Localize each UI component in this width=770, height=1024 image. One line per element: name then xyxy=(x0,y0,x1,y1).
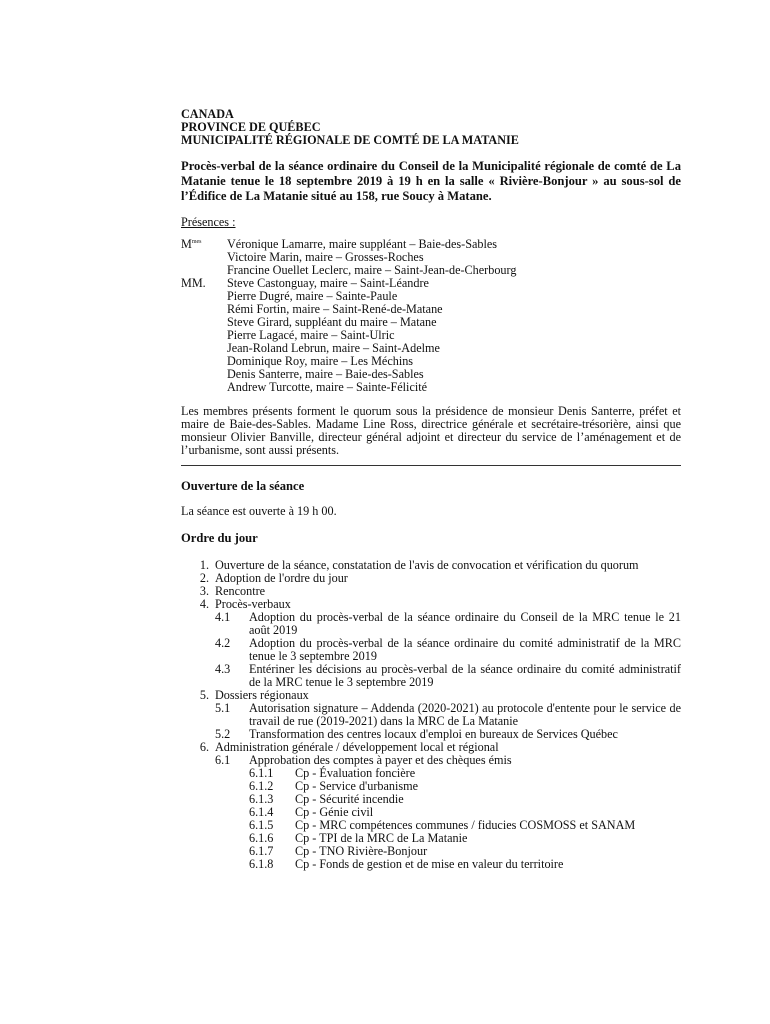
header-country: CANADA xyxy=(181,107,234,121)
agenda-item-text: Ouverture de la séance, constatation de l'avis de convocation et vérification du quorum xyxy=(215,558,639,572)
presence-entry: Jean-Roland Lebrun, maire – Saint-Adelme xyxy=(227,341,440,355)
presence-entry: Rémi Fortin, maire – Saint-René-de-Matane xyxy=(227,302,443,316)
presence-entry: Pierre Dugré, maire – Sainte-Paule xyxy=(227,289,398,303)
agenda-item xyxy=(181,663,681,689)
document-page xyxy=(181,108,681,871)
agenda-item-number: 1. xyxy=(199,558,209,572)
agenda-item-text: Entériner les décisions au procès-verbal de la séance ordinaire du comité administratif de la MRC tenue le 3 septembre 2019 xyxy=(249,662,681,689)
agenda-item-number: 4.2 xyxy=(215,636,231,650)
presence-entry: Steve Girard, suppléant du maire – Matane xyxy=(227,315,437,329)
agenda-item-number: 6.1 xyxy=(215,753,231,767)
agenda-item xyxy=(181,858,681,871)
agenda-item-text: Cp - Génie civil xyxy=(295,805,374,819)
agenda-item-number: 6.1.8 xyxy=(249,857,274,871)
presences-group-messieurs xyxy=(181,277,681,394)
agenda-item-text: Cp - Sécurité incendie xyxy=(295,792,404,806)
ordre-heading: Ordre du jour xyxy=(181,531,258,545)
section-divider xyxy=(181,465,681,466)
agenda-item-number: 4. xyxy=(199,597,209,611)
agenda-item-number: 2. xyxy=(199,571,209,585)
quorum-paragraph: Les membres présents forment le quorum sous la présidence de monsieur Denis Santerre, préfet et maire de Baie-des-Sables. Madame Line Ross, directrice générale et secrétaire-trésorière, ainsi que monsieur Olivier Banville, directeur général adjoint et directeur du service de l’aménagement et de l’urbanisme, sont aussi présents. xyxy=(181,404,681,457)
agenda-item-number: 4.3 xyxy=(215,662,231,676)
agenda-item-number: 6.1.3 xyxy=(249,792,274,806)
agenda-item-number: 5. xyxy=(199,688,209,702)
presence-entry: Andrew Turcotte, maire – Sainte-Félicité xyxy=(227,380,428,394)
agenda-item-number: 6.1.5 xyxy=(249,818,274,832)
agenda-item-number: 5.1 xyxy=(215,701,231,715)
header-province: PROVINCE DE QUÉBEC xyxy=(181,120,321,134)
presences-heading: Présences : xyxy=(181,215,236,229)
agenda-item-number: 5.2 xyxy=(215,727,231,741)
agenda-item-text: Cp - Service d'urbanisme xyxy=(295,779,419,793)
presences-group-mesdames xyxy=(181,238,681,277)
ouverture-heading: Ouverture de la séance xyxy=(181,479,305,493)
presences-prefix-mesdames: $M^{mes}$ xyxy=(181,237,202,251)
agenda-item-text: Adoption de l'ordre du jour xyxy=(215,571,348,585)
agenda-item-number: 6. xyxy=(199,740,209,754)
agenda-item-text: Adoption du procès-verbal de la séance ordinaire du comité administratif de la MRC tenue le 3 septembre 2019 xyxy=(249,636,681,663)
agenda-item-text: Cp - Fonds de gestion et de mise en valeur du territoire xyxy=(295,857,564,871)
agenda-item-text: Approbation des comptes à payer et des chèques émis xyxy=(249,753,512,767)
agenda-item-text: Adoption du procès-verbal de la séance ordinaire du Conseil de la MRC tenue le 21 août 2019 xyxy=(249,610,681,637)
presences-prefix-messieurs: MM. xyxy=(181,276,206,290)
agenda-item-text: Procès-verbaux xyxy=(215,597,291,611)
agenda-item-text: Transformation des centres locaux d'emploi en bureaux de Services Québec xyxy=(249,727,618,741)
agenda-item xyxy=(181,702,681,728)
presence-entry: Denis Santerre, maire – Baie-des-Sables xyxy=(227,367,424,381)
agenda-item-number: 3. xyxy=(199,584,209,598)
agenda-item-number: 6.1.2 xyxy=(249,779,274,793)
agenda-item-number: 6.1.7 xyxy=(249,844,274,858)
document-title: Procès-verbal de la séance ordinaire du Conseil de la Municipalité régionale de comté de La Matanie tenue le 18 septembre 2019 à 19 h en la salle « Rivière-Bonjour » au sous-sol de l’Édifice de La Matanie situé au 158, rue Soucy à Matane. xyxy=(181,159,681,203)
agenda-item-number: 6.1.1 xyxy=(249,766,274,780)
agenda-item xyxy=(181,637,681,663)
agenda-item-text: Administration générale / développement local et régional xyxy=(215,740,499,754)
agenda-item-text: Cp - Évaluation foncière xyxy=(295,766,416,780)
agenda-item-text: Cp - TNO Rivière-Bonjour xyxy=(295,844,428,858)
agenda-item-text: Cp - TPI de la MRC de La Matanie xyxy=(295,831,468,845)
presence-entry: Steve Castonguay, maire – Saint-Léandre xyxy=(227,276,429,290)
agenda-list xyxy=(181,559,681,871)
agenda-item-text: Dossiers régionaux xyxy=(215,688,309,702)
agenda-item xyxy=(181,611,681,637)
presence-entry: Victoire Marin, maire – Grosses-Roches xyxy=(227,250,424,264)
presence-entry: Dominique Roy, maire – Les Méchins xyxy=(227,354,414,368)
presence-entry: Francine Ouellet Leclerc, maire – Saint-Jean-de-Cherbourg xyxy=(227,263,517,277)
agenda-item-text: Cp - MRC compétences communes / fiducies COSMOSS et SANAM xyxy=(295,818,636,832)
presence-entry: Pierre Lagacé, maire – Saint-Ulric xyxy=(227,328,395,342)
header-mrc: MUNICIPALITÉ RÉGIONALE DE COMTÉ DE LA MATANIE xyxy=(181,133,519,147)
presence-entry: Véronique Lamarre, maire suppléant – Baie-des-Sables xyxy=(227,237,498,251)
agenda-item-text: Rencontre xyxy=(215,584,266,598)
agenda-item-number: 6.1.4 xyxy=(249,805,274,819)
agenda-item-number: 6.1.6 xyxy=(249,831,274,845)
agenda-item-text: Autorisation signature – Addenda (2020-2021) au protocole d'entente pour le service de travail de rue (2019-2021) dans la MRC de La Matanie xyxy=(249,701,681,728)
ouverture-text: La séance est ouverte à 19 h 00. xyxy=(181,504,337,518)
agenda-item-number: 4.1 xyxy=(215,610,231,624)
